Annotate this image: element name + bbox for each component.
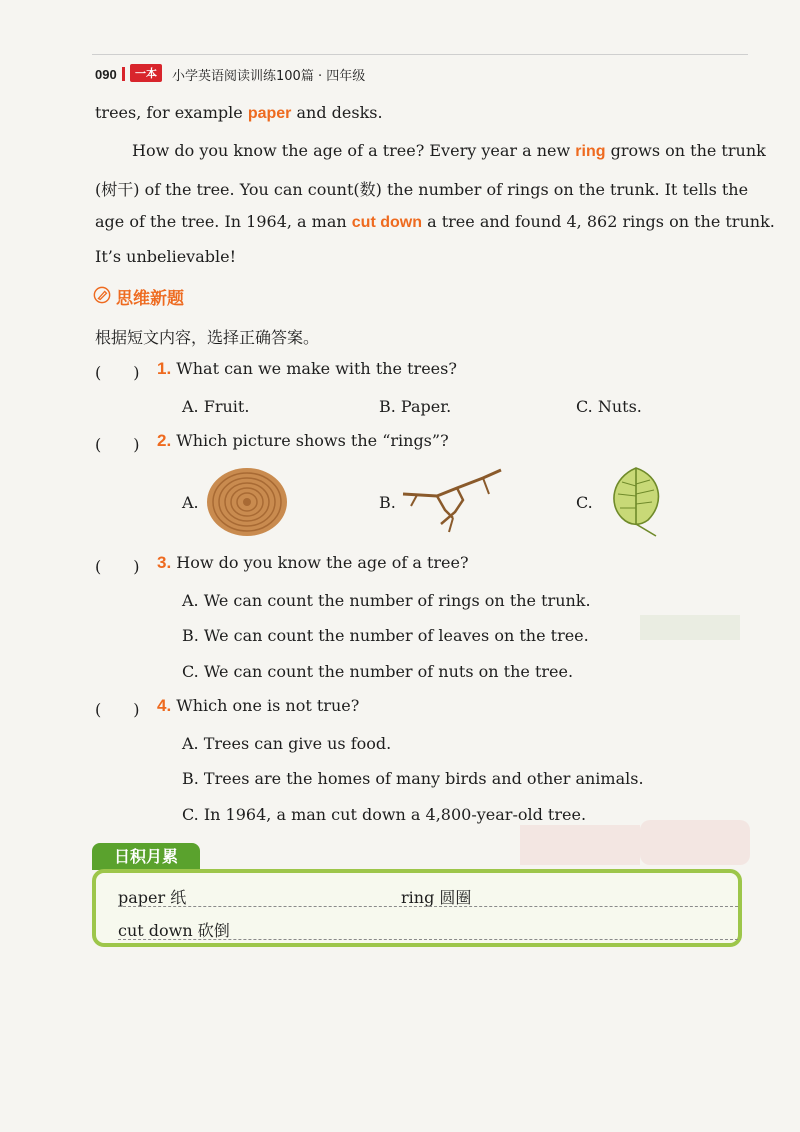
vocab-divider (118, 939, 738, 940)
q2-option-a-label: A. (182, 493, 199, 512)
header-rule (92, 54, 748, 55)
vocab-divider (118, 906, 738, 907)
answer-blank-2[interactable]: ( ) (95, 435, 140, 454)
vocab-item-paper: paper 纸 (118, 888, 187, 907)
page-number: 090 (95, 67, 117, 82)
q4-option-a: A. Trees can give us food. (182, 734, 392, 753)
vocabulary-tab: 日积月累 (92, 843, 200, 870)
pencil-icon (93, 286, 111, 304)
answer-blank-1[interactable]: ( ) (95, 363, 140, 382)
q1-option-b: B. Paper. (379, 397, 452, 416)
instructions: 根据短文内容，选择正确答案。 (95, 328, 320, 347)
q3-option-c: C. We can count the number of nuts on the tree. (182, 662, 574, 681)
answer-blank-4[interactable]: ( ) (95, 700, 140, 719)
vocab-item-cut-down: cut down 砍倒 (118, 921, 230, 940)
header-divider (122, 67, 125, 81)
passage-line-1: trees, for example paper and desks. (95, 103, 383, 122)
vocab-item-ring: ring 圆圈 (401, 888, 472, 907)
section-title: 思维新题 (116, 289, 184, 309)
passage-line-5: It’s unbelievable! (95, 247, 236, 266)
q2-option-b-label: B. (379, 493, 396, 512)
q2-option-c-label: C. (576, 493, 593, 512)
q3-option-b: B. We can count the number of leaves on the tree. (182, 626, 589, 645)
q1-option-a: A. Fruit. (182, 397, 250, 416)
question-2: 2. Which picture shows the “rings”? (157, 431, 449, 450)
passage-line-2: How do you know the age of a tree? Every year a new ring grows on the trunk (132, 141, 766, 160)
question-3: 3. How do you know the age of a tree? (157, 553, 469, 572)
q1-option-c: C. Nuts. (576, 397, 642, 416)
brand-logo: 一本 (130, 64, 162, 82)
q3-option-a: A. We can count the number of rings on the trunk. (182, 591, 591, 610)
book-title: 小学英语阅读训练100篇 · 四年级 (172, 69, 366, 84)
passage-line-3: (树干) of the tree. You can count(数) the number of rings on the trunk. It tells the (95, 180, 749, 199)
leaf-image (606, 464, 666, 538)
answer-blank-3[interactable]: ( ) (95, 557, 140, 576)
q4-option-c: C. In 1964, a man cut down a 4,800-year-old tree. (182, 805, 587, 824)
tree-branch-image (397, 466, 505, 538)
question-4: 4. Which one is not true? (157, 696, 360, 715)
passage-line-4: age of the tree. In 1964, a man cut down a tree and found 4, 862 rings on the trunk. (95, 212, 775, 231)
vocabulary-box (92, 869, 742, 947)
question-1: 1. What can we make with the trees? (157, 359, 457, 378)
tree-rings-image (205, 466, 289, 538)
q4-option-b: B. Trees are the homes of many birds and other animals. (182, 769, 644, 788)
